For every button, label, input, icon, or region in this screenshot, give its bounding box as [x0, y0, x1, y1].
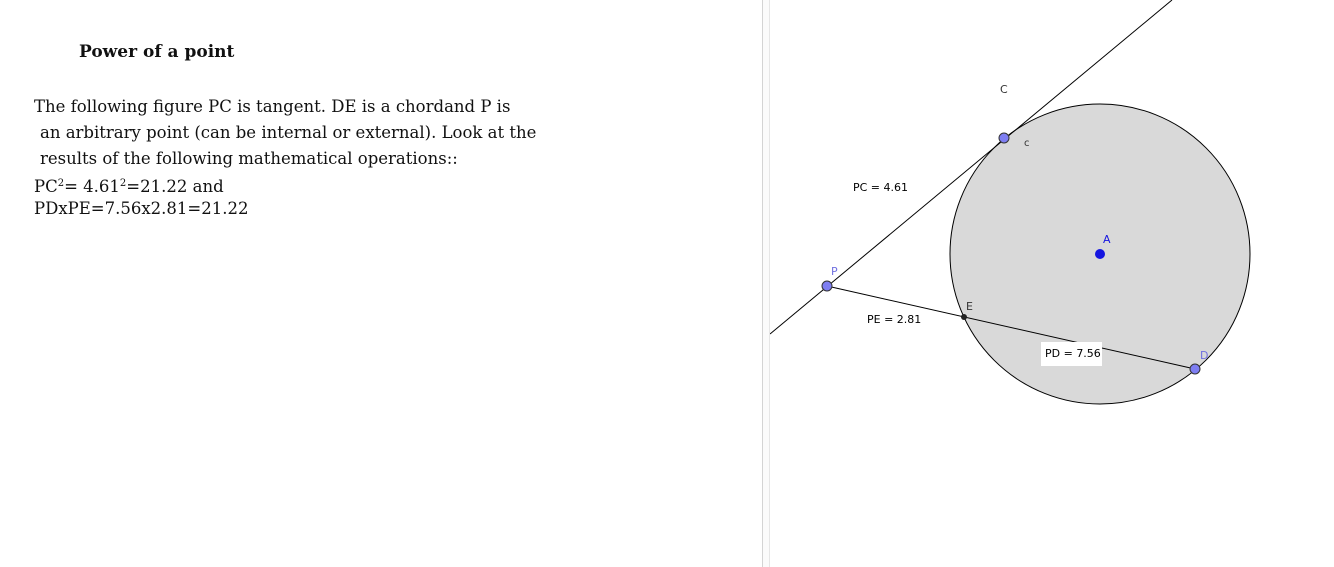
eq1-superscript-2: 2	[119, 178, 127, 189]
label-c-upper: C	[1000, 83, 1008, 96]
point-p[interactable]	[822, 281, 832, 291]
eq1-superscript-1: 2	[57, 178, 65, 189]
point-a-center[interactable]	[1095, 249, 1105, 259]
point-c[interactable]	[999, 133, 1009, 143]
label-e: E	[966, 300, 973, 313]
page-title: Power of a point	[79, 42, 235, 62]
geometry-canvas[interactable]	[770, 0, 1334, 567]
panel-divider[interactable]	[762, 0, 770, 567]
label-d: D	[1200, 349, 1209, 362]
label-p: P	[831, 265, 838, 278]
equation-pd-pe: PDxPE=7.56x2.81=21.22	[34, 199, 249, 218]
label-c-lower: c	[1024, 138, 1030, 149]
description-line-3: results of the following mathematical operations::	[40, 149, 458, 168]
equation-pc-squared	[34, 177, 224, 196]
eq1-part-b: = 4.61	[64, 177, 120, 196]
point-e[interactable]	[961, 314, 967, 320]
point-d[interactable]	[1190, 364, 1200, 374]
eq1-part-a: PC	[34, 177, 58, 196]
eq1-part-c: =21.22 and	[126, 177, 224, 196]
graphics-view[interactable]	[770, 0, 1334, 567]
measure-pd: PD = 7.56	[1045, 347, 1101, 360]
description-line-1: The following figure PC is tangent. DE is a chordand P is	[34, 97, 511, 116]
description-line-2: an arbitrary point (can be internal or external). Look at the	[40, 123, 537, 142]
measure-pe: PE = 2.81	[867, 313, 922, 326]
label-a: A	[1103, 233, 1111, 246]
measure-pc: PC = 4.61	[853, 181, 909, 194]
